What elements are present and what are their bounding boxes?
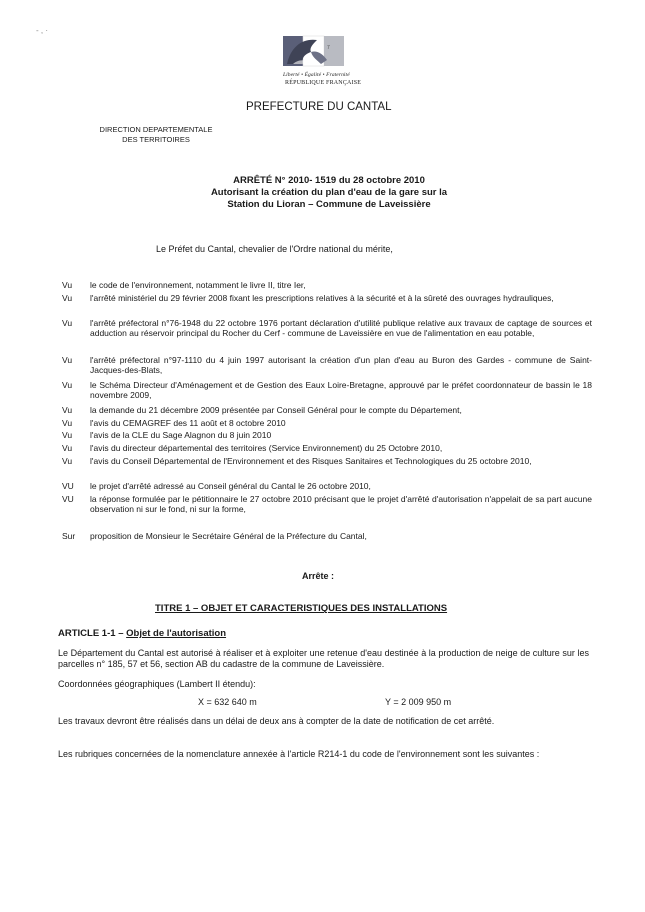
visa-text: l'avis de la CLE du Sage Alagnon du 8 juin 2010 <box>90 430 272 440</box>
republic-motto: Liberté • Égalité • Fraternité <box>283 72 350 78</box>
coordinates-label: Coordonnées géographiques (Lambert II étendu): <box>58 679 256 689</box>
sur-key: Sur <box>62 531 76 541</box>
visa-item <box>62 495 592 515</box>
visa-key: Vu <box>62 380 73 390</box>
article-paragraph: Le Département du Cantal est autorisé à réaliser et à exploiter une retenue d'eau destinée à la production de neige de culture sur les parcelles n° 185, 57 et 56, section AB du cadastre de la commune de Laveissière. <box>58 648 589 669</box>
visa-key: Vu <box>62 280 73 290</box>
visa-text: la demande du 21 décembre 2009 présentée par Conseil Général pour le compte du Département, <box>90 405 462 415</box>
marianne-logo-icon <box>283 34 345 72</box>
visa-text: l'avis du Conseil Départemental de l'Environnement et des Risques Sanitaires et Technologiques du 25 octobre 2010, <box>90 456 532 466</box>
titre-1-heading: TITRE 1 – OBJET ET CARACTERISTIQUES DES INSTALLATIONS <box>155 603 448 614</box>
visa-item <box>62 356 592 376</box>
arrete-number: ARRÊTÉ N° 2010- 1519 du 28 octobre 2010 <box>233 175 425 186</box>
visa-item <box>62 319 592 339</box>
article-paragraph: Les travaux devront être réalisés dans un délai de deux ans à compter de la date de notification de cet arrêté. <box>58 716 495 726</box>
visa-key: Vu <box>62 443 73 453</box>
sur-text: proposition de Monsieur le Secrétaire Général de la Préfecture du Cantal, <box>90 531 367 541</box>
article-title: Objet de l'autorisation <box>126 628 227 639</box>
visa-text: le code de l'environnement, notamment le livre II, titre Ier, <box>90 280 306 290</box>
arrete-label: Arrête : <box>302 571 335 581</box>
visa-key: Vu <box>62 318 73 328</box>
article-dash: – <box>118 628 127 639</box>
visa-text: l'arrêté préfectoral n°76-1948 du 22 octobre 1976 portant déclaration d'utilité publique relative aux travaux de captage de sources et adduction au réservoir principal du Rocher du Cerf - commune de Laveissière en vue de l'alimentation en eau potable, <box>90 318 592 338</box>
article-paragraph: Les rubriques concernées de la nomenclature annexée à l'article R214-1 du code de l'environnement sont les suivantes : <box>58 749 540 759</box>
visa-item <box>62 281 592 291</box>
coordinate-x: X = 632 640 m <box>198 697 257 707</box>
svg-text:7: 7 <box>327 45 330 51</box>
article-number: ARTICLE 1-1 <box>58 628 116 639</box>
arrete-title <box>170 175 488 211</box>
visa-text: le projet d'arrêté adressé au Conseil général du Cantal le 26 octobre 2010, <box>90 481 371 491</box>
visa-item <box>62 381 592 401</box>
visa-text: le Schéma Directeur d'Aménagement et de Gestion des Eaux Loire-Bretagne, approuvé par le préfet coordonnateur de bassin le 18 novembre 2009, <box>90 380 592 400</box>
visa-text: l'avis du directeur départemental des territoires (Service Environnement) du 25 Octobre 2010, <box>90 443 443 453</box>
visa-key: Vu <box>62 293 73 303</box>
visa-item <box>62 444 592 454</box>
visa-key: Vu <box>62 456 73 466</box>
visa-item <box>62 431 592 441</box>
visa-key: VU <box>62 481 74 491</box>
prefet-line: Le Préfet du Cantal, chevalier de l'Ordre national du mérite, <box>156 244 393 254</box>
republic-label: RÉPUBLIQUE FRANÇAISE <box>285 80 362 86</box>
sur-line <box>62 531 602 541</box>
visa-key: Vu <box>62 405 73 415</box>
visa-item <box>62 419 592 429</box>
visa-item <box>62 294 592 304</box>
article-heading <box>58 628 226 639</box>
arrete-subject-line: Autorisant la création du plan d'eau de la gare sur la <box>210 187 448 198</box>
visa-item <box>62 482 592 492</box>
visa-text: la réponse formulée par le pétitionnaire le 27 octobre 2010 précisant que le projet d'arrêté d'autorisation n'appelait de sa part aucune observation ni sur le fond, ni sur la forme, <box>90 494 592 514</box>
direction-line: DIRECTION DEPARTEMENTALE <box>99 125 213 134</box>
direction-line: DES TERRITOIRES <box>122 135 190 144</box>
scan-mark: - , · <box>36 26 48 35</box>
coordinate-y: Y = 2 009 950 m <box>385 697 452 707</box>
visa-text: l'avis du CEMAGREF des 11 août et 8 octobre 2010 <box>90 418 286 428</box>
visa-key: Vu <box>62 418 73 428</box>
prefecture-heading: PREFECTURE DU CANTAL <box>246 101 392 113</box>
visa-text: l'arrêté préfectoral n°97-1110 du 4 juin 1997 autorisant la création d'un plan d'eau au Buron des Gardes - commune de Saint-Jacques-des-Blats, <box>90 355 592 375</box>
visa-text: l'arrêté ministériel du 29 février 2008 fixant les prescriptions relatives à la sécurité et à la sûreté des ouvrages hydrauliques, <box>90 293 554 303</box>
direction-block <box>88 125 224 145</box>
visa-item <box>62 457 592 467</box>
visa-key: Vu <box>62 430 73 440</box>
visa-key: Vu <box>62 355 73 365</box>
visa-key: VU <box>62 494 74 504</box>
arrete-subject-line: Station du Lioran – Commune de Laveissière <box>227 199 431 210</box>
visa-item <box>62 406 592 416</box>
